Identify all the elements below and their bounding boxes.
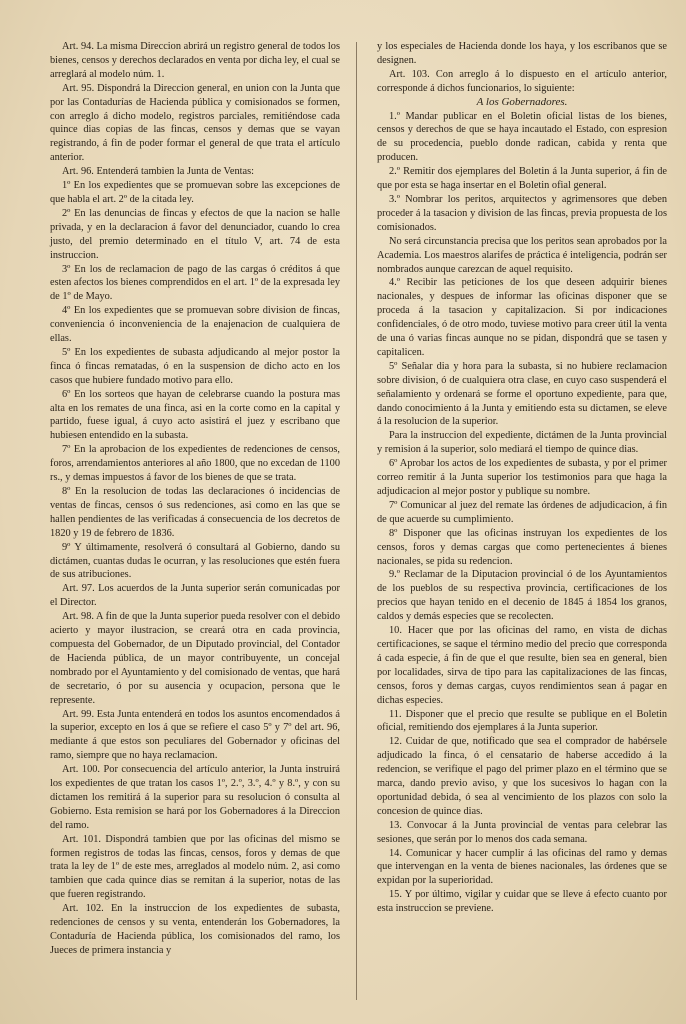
- paragraph-art-96-item-8: 8º En la resolucion de todas las declaraciones ó incidencias de ventas de fincas, censos ó sus redenciones, asi como en las que se hallen pendientes de las verificadas á consecuencia de los decretos de 1820 y 19 de febrero de 1836.: [50, 486, 340, 539]
- paragraph-item-1: 1.º Mandar publicar en el Boletin oficial listas de los bienes, censos y derechos de que se haya incautado el Estado, con espresion de su procedencia, pueblo donde radican, cabida y renta que producen.: [377, 110, 667, 164]
- section-heading-gobernadores: A los Gobernadores.: [476, 95, 568, 108]
- right-column: [377, 40, 667, 916]
- paragraph-art-96: Art. 96. Entenderá tambien la Junta de Ventas:: [62, 166, 254, 178]
- paragraph-art-97: Art. 97. Los acuerdos de la Junta superior serán comunicadas por el Director.: [50, 583, 340, 609]
- paragraph-art-96-item-6: 6º En los sorteos que hayan de celebrarse cuando la postura mas alta en los remates de una finca, asi en la corte como en la capital y partido, fuese igual, á cuyo acto asistirá el juez y escribano que hubiesen entendido en la subasta.: [50, 388, 340, 442]
- paragraph-art-100: Art. 100. Por consecuencia del artículo anterior, la Junta instruirá los expedientes de que tratan los casos 1º, 2.º, 3.º, 4.º y 8.º, y con su dictamen los remitirá á la superior para su resolucion ó consulta al Gobierno. Esta remision se hará por los Gobernadores á la Direccion del ramo.: [50, 764, 340, 831]
- paragraph-item-5-note: Para la instruccion del expediente, dictámen de la Junta provincial y remision á la superior, solo mediará el tiempo de quince dias.: [377, 430, 667, 456]
- paragraph-item-5: 5º Señalar dia y hora para la subasta, si no hubiere reclamacion sobre division, ó de cualquiera otra clase, en cuyo caso suspenderá el señalamiento y ordenará se forme el oportuno expediente, para que, dando conocimiento á la Junta y emitiendo esta su dictamen, se eleve á la resolucion de la superior.: [377, 360, 667, 428]
- paragraph-art-103: Art. 103. Con arreglo á lo dispuesto en el artículo anterior, corresponde á dichos funcionarios, lo siguiente:: [377, 68, 667, 94]
- paragraph-item-3: 3.º Nombrar los peritos, arquitectos y agrimensores que deben proceder á la tasacion y division de las fincas, previa propuesta de los comisionados.: [377, 193, 667, 233]
- paragraph-art-96-item-3: 3º En los de reclamacion de pago de las cargas ó créditos á que esten afectos los bienes comprendidos en el art. 1º de la expresada ley de 1º de Mayo.: [50, 263, 340, 303]
- paragraph-art-96-item-1: 1º En los expedientes que se promuevan sobre las excepciones de que habla el art. 2º de la citada ley.: [50, 180, 340, 205]
- paragraph-art-98: Art. 98. A fin de que la Junta superior pueda resolver con el debido acierto y mayor ilustracion, se creará otra en cada provincia, compuesta del Gobernador, de un Diputado provincial, del Contador de Hacienda pública, de un mayor contribuyente, un concejal nombrado por el Ayuntamiento y del comisionado de ventas, que hará de secretario, ó por su ausencia y ocupacion, persona que le represente.: [50, 611, 340, 706]
- paragraph-art-96-item-4: 4º En los expedientes que se promuevan sobre division de fincas, conveniencia ó inconveniencia de la enajenacion de cualquiera de ellas.: [50, 305, 340, 345]
- paragraph-art-95: Art. 95. Dispondrá la Direccion general, en union con la Junta que por las Contadurías de Hacienda pública y comisionados se formen, con arreglo á dicho modelo, registros parciales, remitiéndose cada quince dias copias de las fincas, censos y demas que se vayan registrando, á fin de poder formar el general de que trata el artículo anterior.: [50, 82, 340, 164]
- paragraph-item-2: 2.º Remitir dos ejemplares del Boletin á la Junta superior, á fin de que por esta se haga insertar en el Boletin ofial general.: [377, 166, 667, 192]
- paragraph-item-13: 13. Convocar á la Junta provincial de ventas para celebrar las sesiones, que serán por lo menos dos cada semana.: [377, 819, 667, 845]
- paragraph-item-11: 11. Disponer que el precio que resulte se publique en el Boletin oficial, remitiendo dos ejemplares á la Junta superior.: [377, 708, 667, 734]
- paragraph-art-96-item-2: 2º En las denuncias de fincas y efectos de que la nacion se halle privada, y en la declaracion á favor del denunciador, cuando lo crea justo, del premio determinado en el título V, art. 74 de esta instruccion.: [50, 207, 340, 261]
- paragraph-item-9: 9.º Reclamar de la Diputacion provincial ó de los Ayuntamientos de los pueblos de su respectiva provincia, certificaciones de los precios que hayan tenido en el decenio de 1845 á 1854 los granos, caldos y demás especies que se recolecten.: [377, 569, 667, 623]
- column-divider: [356, 42, 357, 1000]
- left-column: [50, 40, 340, 958]
- paragraph-art-102-continued: y los especiales de Hacienda donde los haya, y los escribanos que se designen.: [377, 41, 667, 66]
- paragraph-art-96-item-7: 7º En la aprobacion de los expedientes de redenciones de censos, foros, arrendamientos anteriores al año 1800, que no excedan de 1100 rs., y demas impuestos á favor de los bienes de que se trata.: [50, 444, 340, 484]
- paragraph-item-10: 10. Hacer que por las oficinas del ramo, en vista de dichas certificaciones, se saque el término medio del precio que corresponda á cada especie, á fin de que el que resulte, bien sea en general, bien por localidades, sirva de tipo para las capitalizaciones de las fincas, censos, foros y demas cargas, cuyos rendimientos sean á pagar en dichas especies.: [377, 625, 667, 706]
- paragraph-item-14: 14. Comunicar y hacer cumplir á las oficinas del ramo y demas que intervengan en la venta de bienes nacionales, las órdenes que se expidan por la superioridad.: [377, 847, 667, 887]
- paragraph-item-7: 7º Comunicar al juez del remate las órdenes de adjudicacion, á fin de que acuerde su cumplimiento.: [377, 499, 667, 525]
- paragraph-item-3-note: No será circunstancia precisa que los peritos sean aprobados por la Academia. Los maestros alarifes de práctica é inteligencia, podrán ser nombrados aunque carezcan de aquel requisito.: [377, 235, 667, 275]
- paragraph-art-96-item-9: 9º Y últimamente, resolverá ó consultará al Gobierno, dando su dictámen, cuantas dudas le ocurran, y las resoluciones que estén fuera de sus atribuciones.: [50, 541, 340, 581]
- paragraph-item-8: 8º Disponer que las oficinas instruyan los expedientes de los censos, foros y demas cargas que como pertenecientes á bienes nacionales, se pida su redencion.: [377, 527, 667, 567]
- paragraph-art-102: Art. 102. En la instruccion de los expedientes de subasta, redenciones de censos y su venta, entenderán los Gobernadores, la Contaduría de Hacienda pública, los comisionados del ramo, los Jueces de primera instancia y: [50, 903, 340, 956]
- paragraph-item-4: 4.º Recibir las peticiones de los que deseen adquirir bienes nacionales, y despues de informar las oficinas disponer que se proceda á la tasacion y capitalizacion. Si por indicaciones confidenciales, ó de otro modo, tuviese motivo para creer útil la venta de una ó varias fincas aunque no se pidan, dispondrá que se tasen y capitalicen.: [377, 277, 667, 358]
- paragraph-art-94: Art. 94. La misma Direccion abrirá un registro general de todos los bienes, censos y derechos declarados en venta por dicha ley, el cual se arreglará al modelo núm. 1.: [50, 41, 340, 80]
- paragraph-art-101: Art. 101. Dispondrá tambien que por las oficinas del mismo se formen registros de todas las fincas, censos, foros y demas de que trata la ley de 1º de este mes, arreglados al modelo núm. 2, asi como tambien que cada quince dias se remitan á la superior, notas de las que fueren registrando.: [50, 833, 340, 901]
- paragraph-art-99: Art. 99. Esta Junta entenderá en todos los asuntos encomendados á la superior, excepto en los á que se refiere el caso 5º y 7º del art. 96, mediante á que estos son peculiares del Gobernador y oficinas del ramo, siempre que no haya reclamacion.: [50, 708, 340, 762]
- paragraph-item-12: 12. Cuidar de que, notificado que sea el comprador de habérsele adjudicado la finca, ó el censatario de haberse accedido á la redencion, se verifique el pago del primer plazo en el término que se marca, dando previo aviso, y que los sucesivos lo hagan con la oportunidad debida, ó sea al vencimiento de los plazos con solo la concesion de quince dias.: [377, 736, 667, 817]
- paragraph-art-96-item-5: 5º En los expedientes de subasta adjudicando al mejor postor la finca ó fincas rematadas, ó en la suspension de dicho acto en los casos que hubiere fundado motivo para ello.: [50, 346, 340, 386]
- paragraph-item-6: 6º Aprobar los actos de los expedientes de subasta, y por el primer correo remitir á la Junta superior los testimonios para que haga la adjudicacion al mejor postor y publique su nombre.: [377, 458, 667, 497]
- paragraph-item-15: 15. Y por último, vigilar y cuidar que se lleve á efecto cuanto por esta instruccion se previene.: [377, 889, 667, 915]
